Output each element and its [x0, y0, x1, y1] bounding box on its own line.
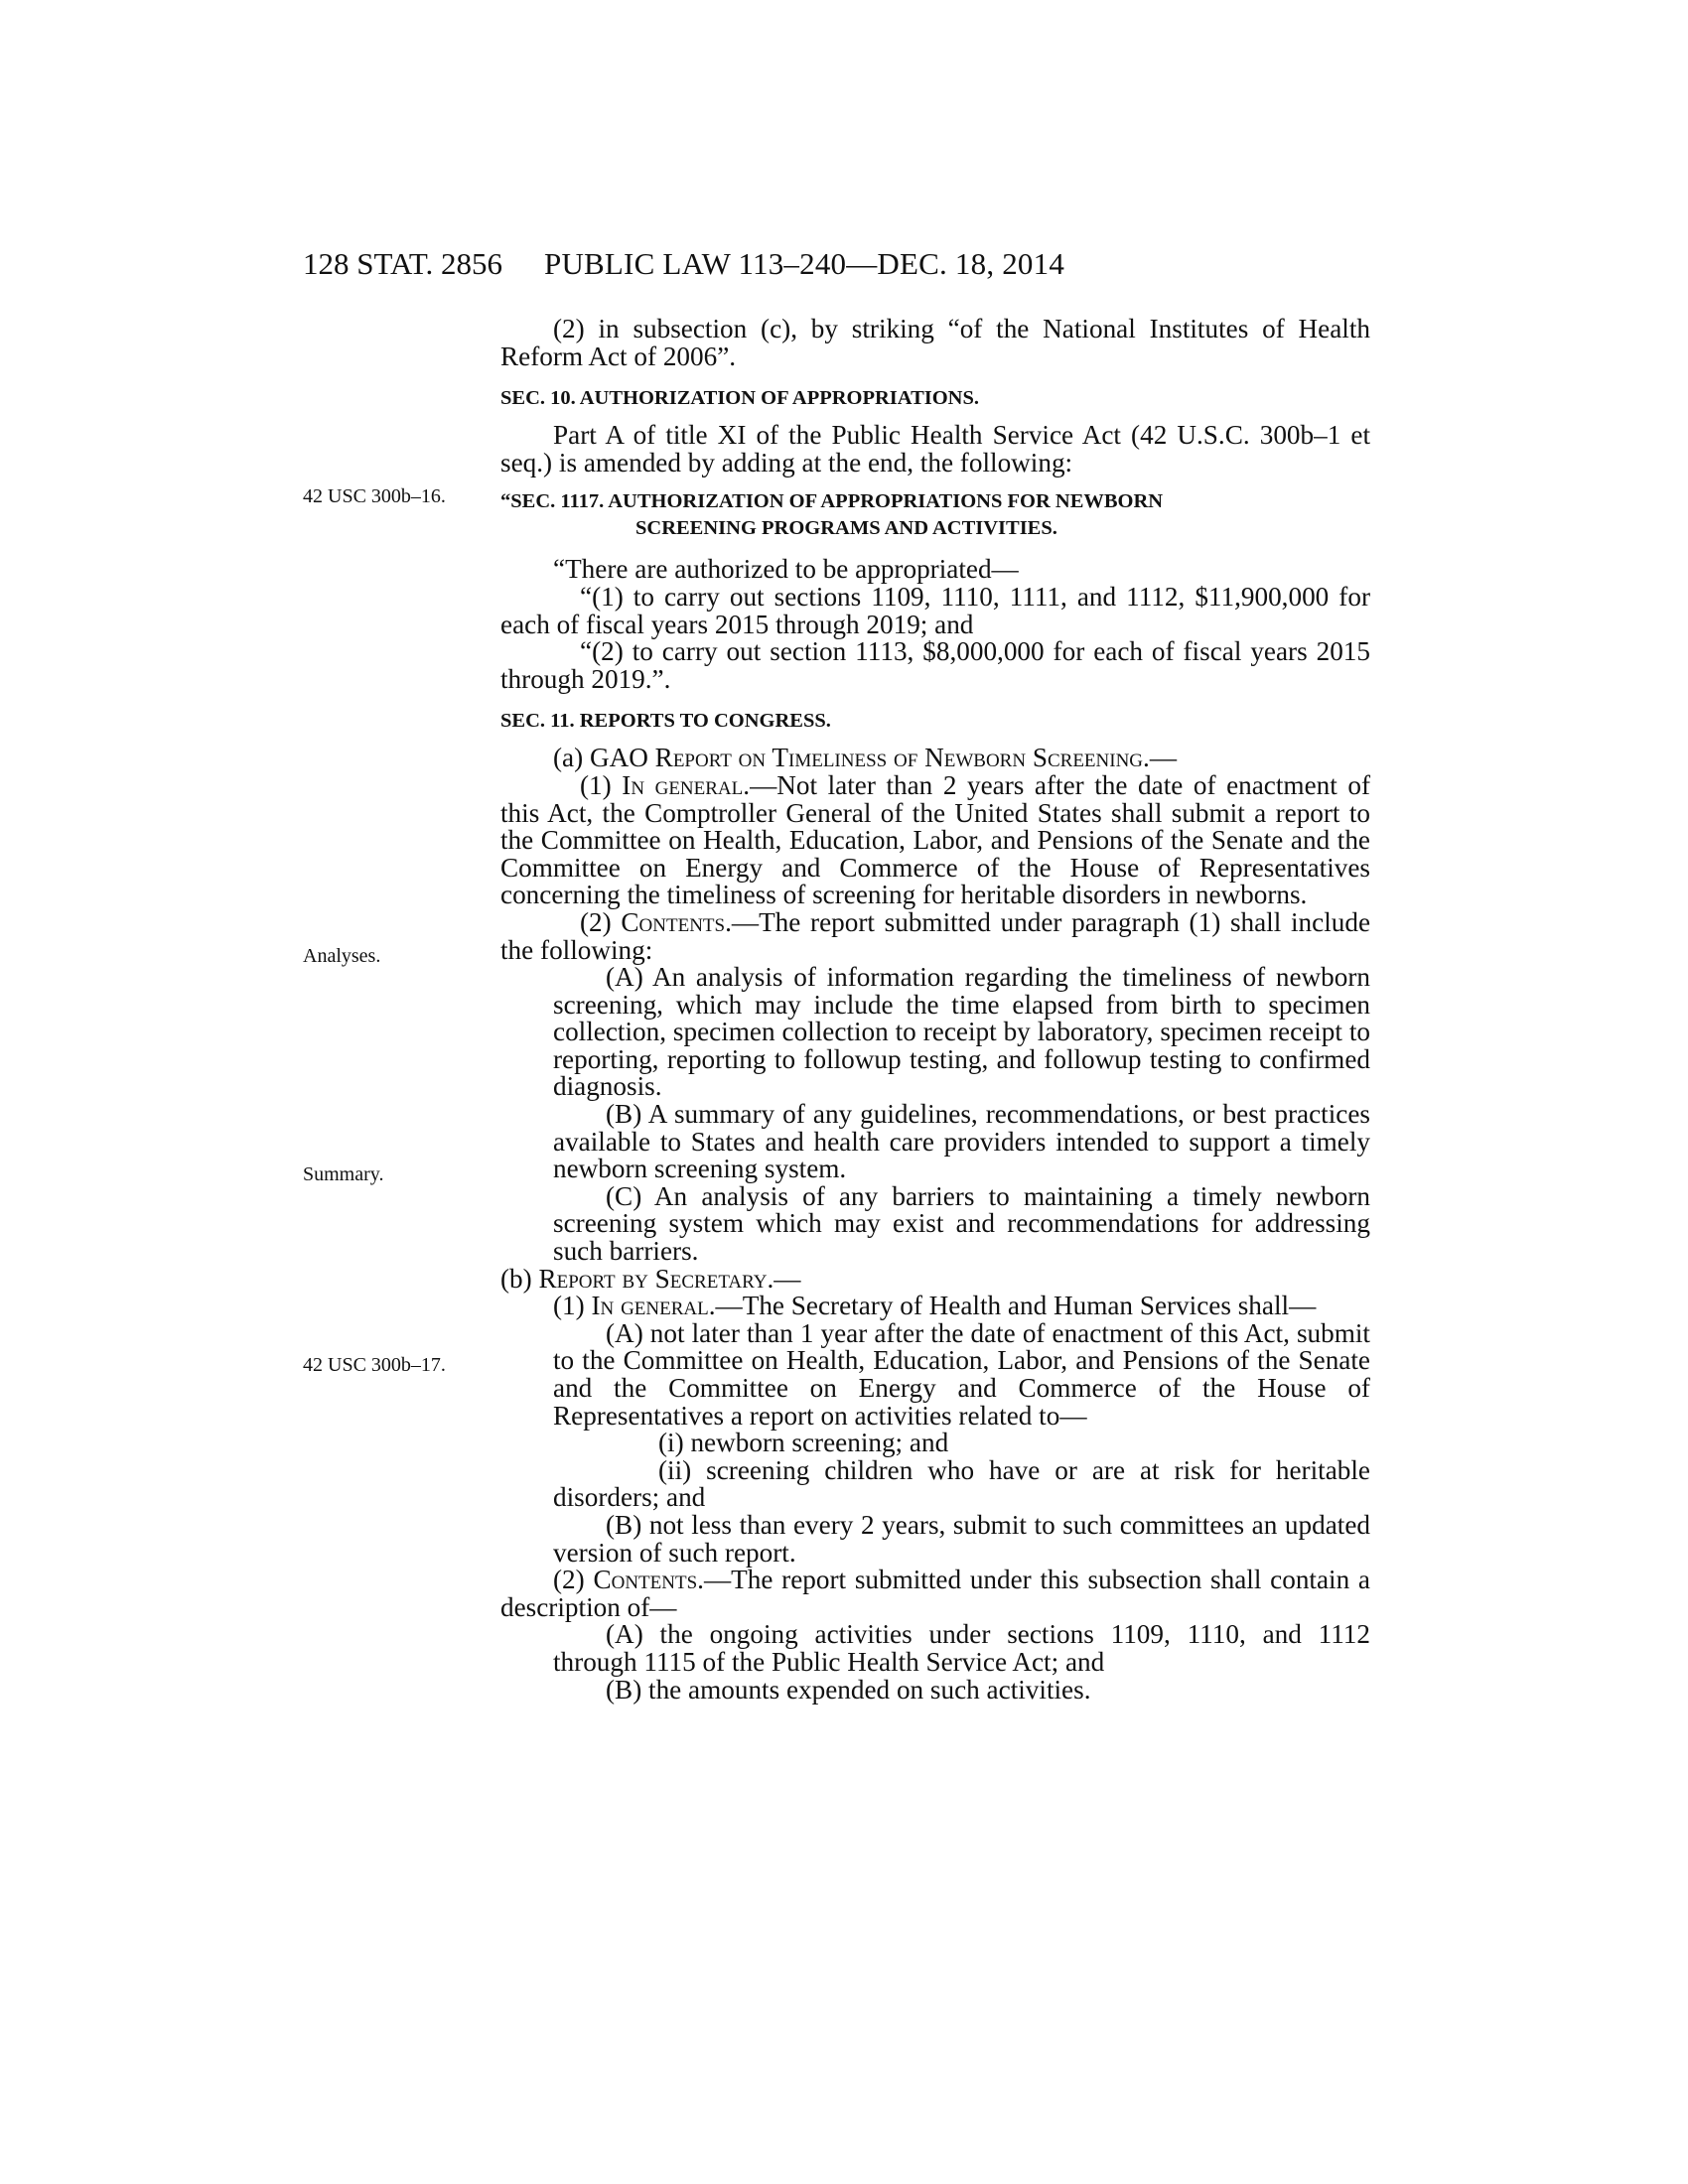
paragraph-b2-B: (B) the amounts expended on such activities.	[606, 1674, 1091, 1705]
paragraph-2c: (2) in subsection (c), by striking “of the National Institutes of Health Reform Act of 2006”.	[500, 314, 1370, 371]
paragraph-b1	[500, 1293, 1370, 1320]
subsection-b-dash: .—	[767, 1263, 801, 1294]
paragraph-b2-label: (2)	[553, 1565, 594, 1595]
subsection-a-dash: .—	[1143, 743, 1178, 773]
paragraph-a2	[500, 906, 1371, 965]
subsection-b-label: (b)	[500, 1263, 539, 1294]
sec10-heading: SEC. 10. AUTHORIZATION OF APPROPRIATIONS.	[500, 387, 980, 410]
paragraph-a2-text: .—The report submitted under paragraph (1) shall include the following:	[500, 906, 1371, 965]
paragraph-b2	[500, 1567, 1370, 1621]
subsection-a-label: (a)	[553, 743, 590, 773]
sec1117-heading-line-1: “SEC. 1117. AUTHORIZATION OF APPROPRIATIONS FOR NEWBORN	[500, 490, 1164, 513]
paragraph-b2-A: (A) the ongoing activities under sections 1109, 1110, and 1112 through 1115 of the Public Health Service Act; and	[553, 1619, 1370, 1677]
paragraph-a1	[500, 769, 1370, 910]
document-body	[500, 316, 1370, 1704]
paragraph-a1-text: .—Not later than 2 years after the date of enactment of this Act, the Comptroller General of the United States shall submit a report to the Committee on Health, Education, Labor, and Pensions of the Senate and the Committee on Energy and Commerce of the House of Representatives concerning the timeliness of screening for heritable disorders in newborns.	[500, 769, 1370, 910]
margin-note-analyses: Analyses.	[303, 945, 381, 967]
paragraph-b1-text: .—The Secretary of Health and Human Services shall—	[708, 1291, 1317, 1321]
law-title: PUBLIC LAW 113–240—DEC. 18, 2014	[544, 246, 1065, 281]
paragraph-b1-label: (1)	[553, 1291, 592, 1321]
page-header	[303, 244, 1369, 288]
paragraph-b2-title: Contents	[593, 1565, 698, 1595]
sec11-heading: SEC. 11. REPORTS TO CONGRESS.	[500, 710, 831, 733]
paragraph-b1-A: (A) not later than 1 year after the date of enactment of this Act, submit to the Committee on Health, Education, Labor, and Pensions of the Senate and the Committee on Energy and Commerce of the House of Representatives a report on activities related to—	[553, 1317, 1370, 1431]
paragraph-a2-title: Contents	[621, 906, 726, 937]
paragraph-a2-C: (C) An analysis of any barriers to maintaining a timely newborn screening system which may exist and recommendations for addressing such barriers.	[553, 1180, 1370, 1267]
paragraph-a1-title: In general	[622, 769, 744, 800]
margin-note-usc-300b-16: 42 USC 300b–16.	[303, 485, 446, 507]
margin-note-usc-300b-17: 42 USC 300b–17.	[303, 1354, 446, 1376]
paragraph-a2-label: (2)	[580, 906, 622, 937]
sec1117-item-1: “(1) to carry out sections 1109, 1110, 1111, and 1112, $11,900,000 for each of fiscal years 2015 through 2019; and	[500, 581, 1370, 639]
subsection-b-title: Report by Secretary	[538, 1263, 768, 1294]
subsection-b-heading	[500, 1263, 1370, 1294]
paragraph-a2-B: (B) A summary of any guidelines, recommendations, or best practices available to States and health care providers intended to support a timely newborn screening system.	[553, 1099, 1370, 1184]
paragraph-a2-A: (A) An analysis of information regarding the timeliness of newborn screening, which may include the time elapsed from birth to specimen collection, specimen collection to receipt by laboratory, specimen receipt to reporting, reporting to followup testing, and followup testing to confirmed diagnosis.	[553, 962, 1370, 1102]
statute-page-number: 128 STAT. 2856	[303, 246, 503, 281]
subsection-a-title: GAO Report on Timeliness of Newborn Screening	[589, 743, 1144, 773]
margin-note-summary: Summary.	[303, 1163, 384, 1185]
paragraph-b2-text: .—The report submitted under this subsection shall contain a description of—	[500, 1565, 1371, 1622]
paragraph-b1-title: In general	[591, 1291, 709, 1321]
subsection-a-heading	[500, 745, 1370, 772]
sec10-text: Part A of title XI of the Public Health Service Act (42 U.S.C. 300b–1 et seq.) is amended by adding at the end, the following:	[500, 420, 1370, 478]
sec1117-heading	[500, 488, 1370, 542]
sec1117-intro: “There are authorized to be appropriated—	[553, 554, 1019, 585]
paragraph-b1-A-i: (i) newborn screening; and	[658, 1428, 949, 1458]
paragraph-b1-B: (B) not less than every 2 years, submit to such committees an updated version of such report.	[553, 1509, 1370, 1568]
paragraph-a1-label: (1)	[580, 769, 623, 800]
sec1117-item-2: “(2) to carry out section 1113, $8,000,000 for each of fiscal years 2015 through 2019.”.	[500, 636, 1370, 694]
sec1117-heading-line-2: SCREENING PROGRAMS AND ACTIVITIES.	[635, 517, 1057, 540]
paragraph-b1-A-ii: (ii) screening children who have or are at risk for heritable disorders; and	[553, 1454, 1370, 1513]
